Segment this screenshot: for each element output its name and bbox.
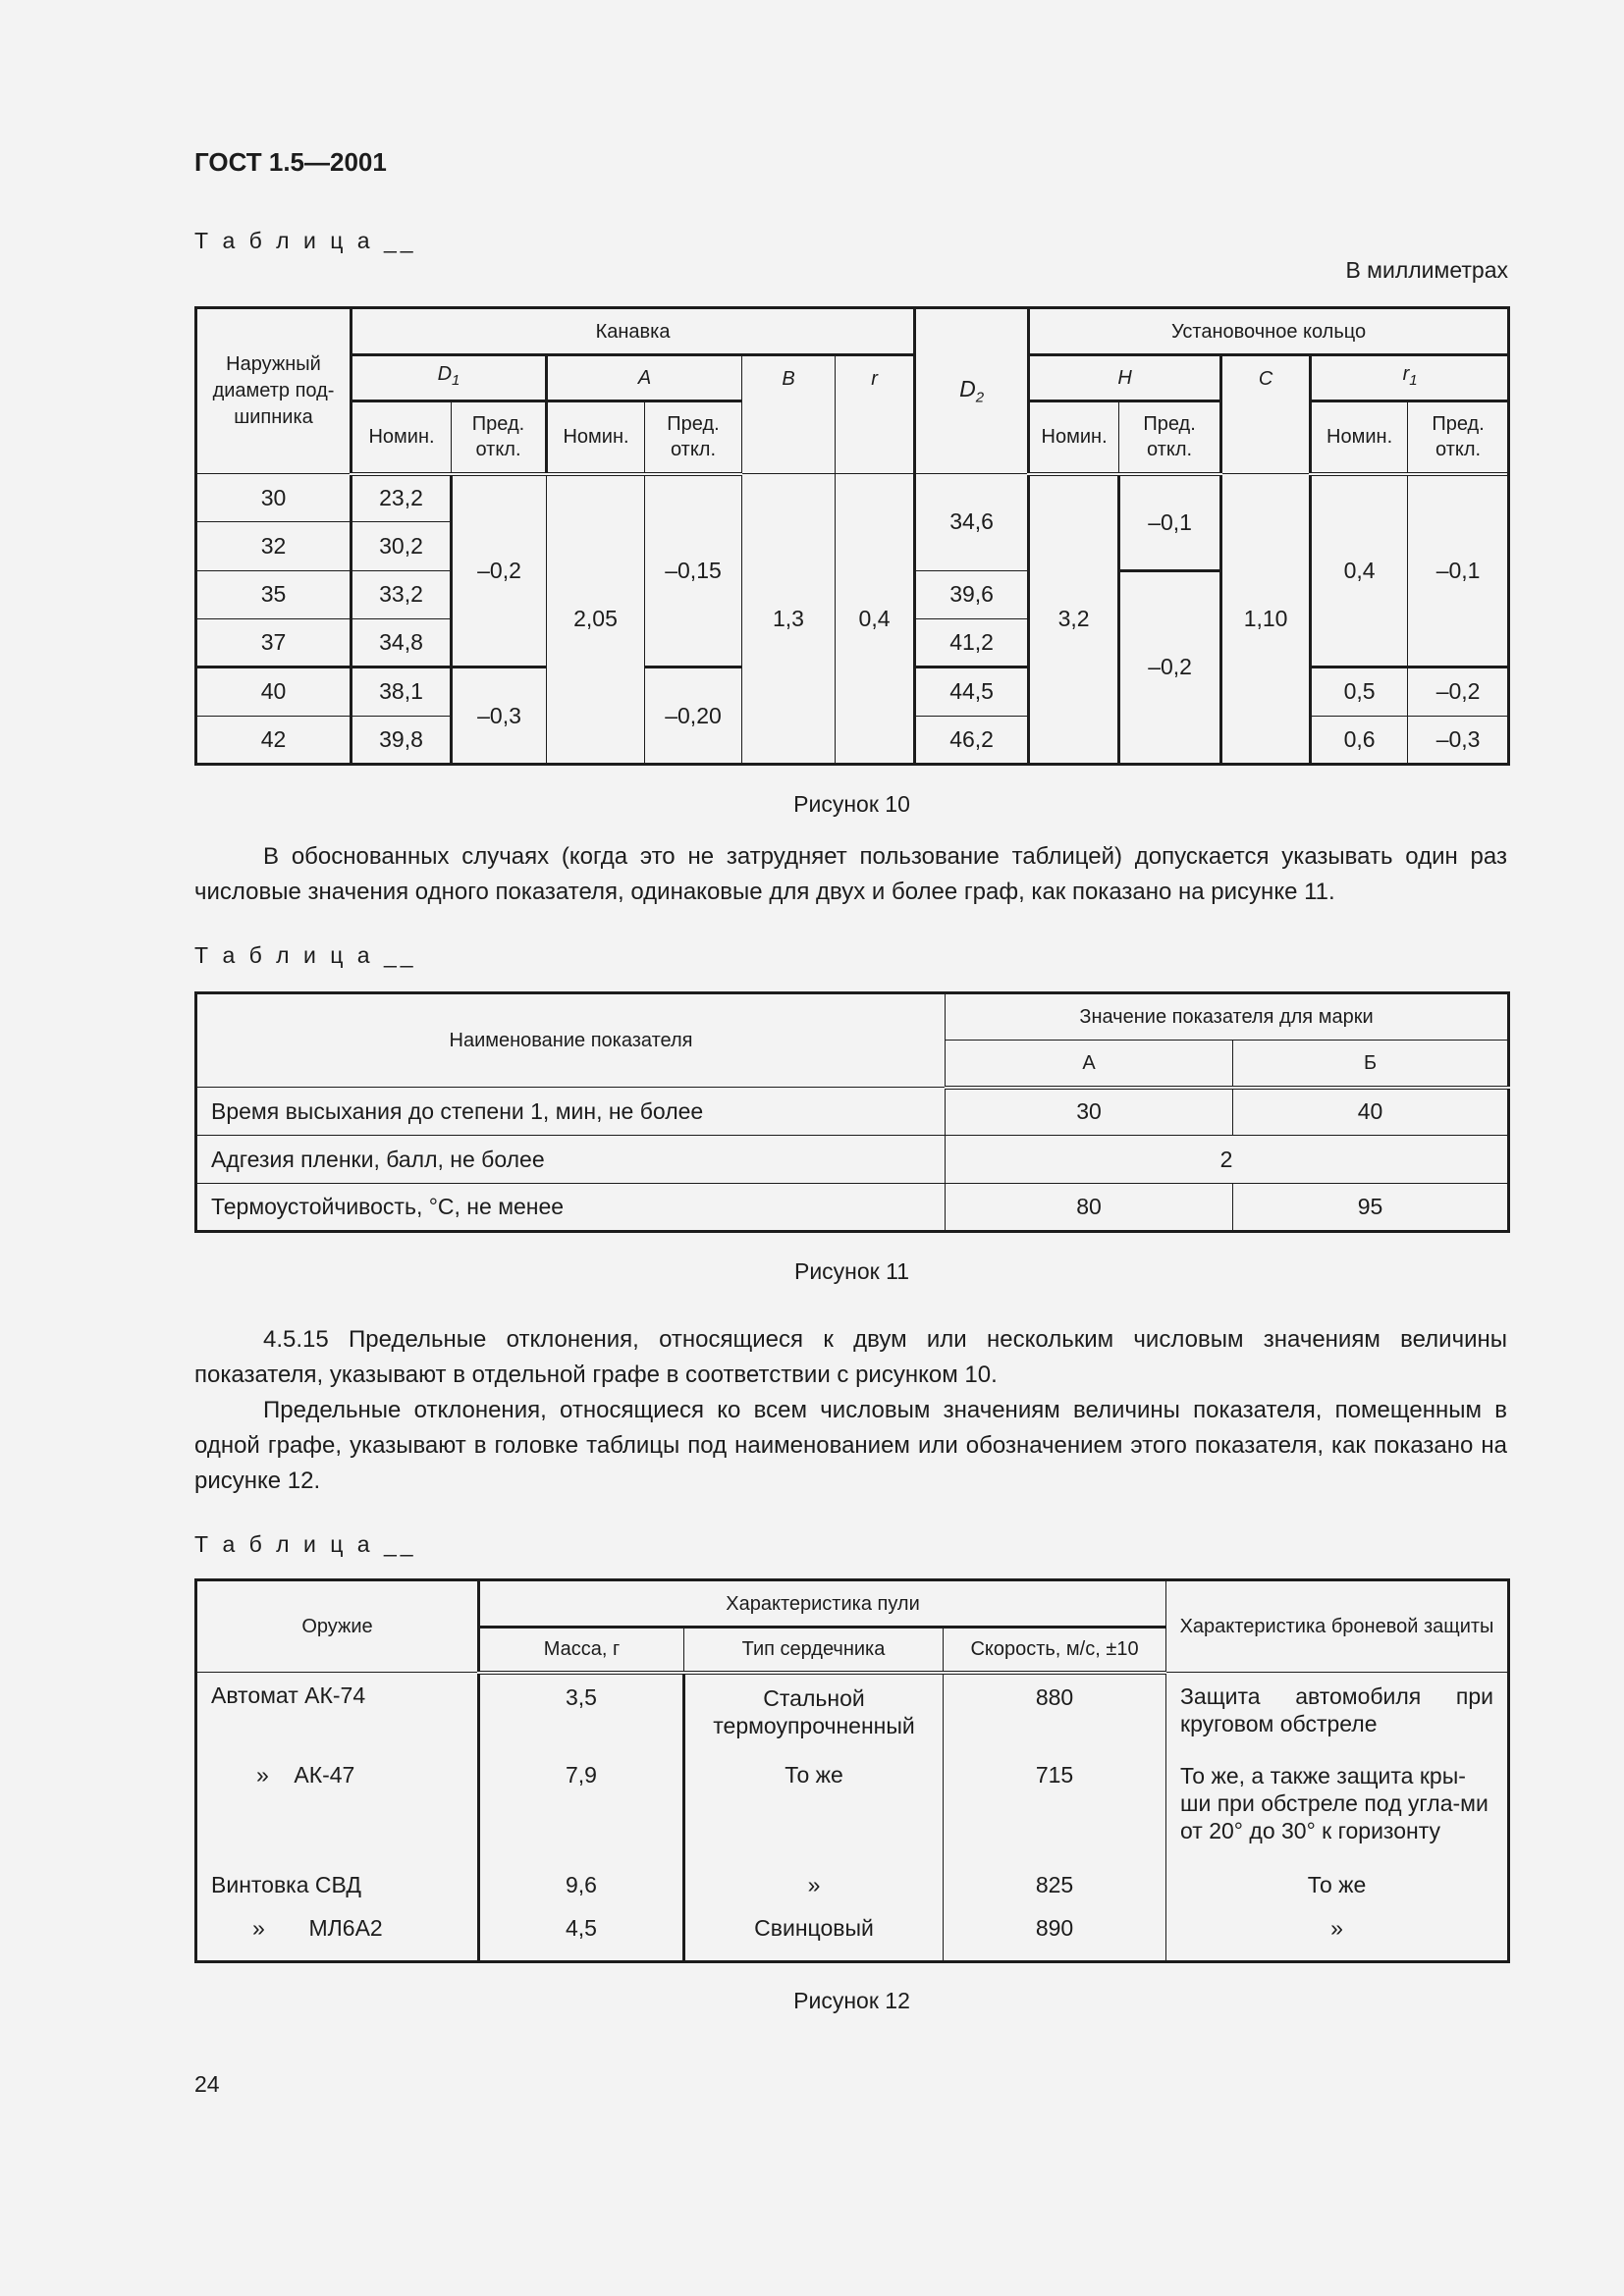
cell: –0,3 [452, 667, 547, 765]
cell: » [1166, 1905, 1509, 1962]
cell: 0,6 [1311, 716, 1408, 764]
nom-header: Номин. [352, 400, 452, 473]
cell: –0,15 [645, 474, 742, 667]
cell: 40 [196, 667, 352, 716]
cell: –0,1 [1119, 474, 1221, 571]
cell: То же, а также защита кры-ши при обстреле под угла-ми от 20° до 30° к горизонту [1166, 1752, 1509, 1862]
table-row [196, 1184, 1509, 1232]
cell: 95 [1233, 1184, 1509, 1232]
cell: » МЛ6А2 [196, 1905, 479, 1962]
figure12-table [194, 1578, 1510, 1963]
cell: 34,8 [352, 619, 452, 667]
cell: 80 [946, 1184, 1233, 1232]
cell: 42 [196, 716, 352, 764]
figure10-caption: Рисунок 10 [793, 791, 910, 817]
table-label: Т а б л и ц а __ [194, 942, 417, 968]
mark-a-header: А [946, 1041, 1233, 1088]
cell: 38,1 [352, 667, 452, 716]
figure12-caption: Рисунок 12 [793, 1988, 910, 2013]
cell: –0,2 [452, 474, 547, 667]
cell: 715 [944, 1752, 1166, 1862]
cell: 30 [196, 474, 352, 522]
weapon-header: Оружие [196, 1580, 479, 1673]
cell: 880 [944, 1673, 1166, 1752]
dev-header: Пред. откл. [1119, 400, 1221, 473]
table-row [196, 1088, 1509, 1136]
c-header: C [1221, 355, 1311, 474]
cell: 2 [946, 1136, 1509, 1184]
armor-header: Характеристика броневой защиты [1166, 1580, 1509, 1673]
cell: 3,5 [479, 1673, 684, 1752]
cell: 890 [944, 1905, 1166, 1962]
cell: Защита автомобиля при круговом обстреле [1166, 1673, 1509, 1752]
cell: 1,3 [742, 474, 836, 765]
cell: » АК-47 [196, 1752, 479, 1862]
cell: Свинцовый [684, 1905, 944, 1962]
ring-header: Установочное кольцо [1029, 308, 1509, 355]
cell: 39,8 [352, 716, 452, 764]
paragraph: 4.5.15 Предельные отклонения, относящиеся к двум или нескольким числовым значениям величины показателя, указывают в отдельной графе в соответствии с рисунком 10. [194, 1326, 1507, 1388]
dev-header: Пред. откл. [645, 400, 742, 473]
page-number: 24 [194, 2071, 220, 2097]
cell: 39,6 [915, 570, 1029, 618]
figure11-table [194, 991, 1510, 1233]
cell: 7,9 [479, 1752, 684, 1862]
cell: 41,2 [915, 619, 1029, 667]
table-row [196, 1136, 1509, 1184]
cell: –0,2 [1408, 667, 1509, 716]
groove-header: Канавка [352, 308, 915, 355]
cell: Термоустойчивость, °С, не менее [196, 1184, 946, 1232]
cell: 35 [196, 570, 352, 618]
cell: –0,20 [645, 667, 742, 765]
speed-header: Скорость, м/с, ±10 [944, 1628, 1166, 1673]
mark-b-header: Б [1233, 1041, 1509, 1088]
core-header: Тип сердечника [684, 1628, 944, 1673]
nom-header: Номин. [1029, 400, 1119, 473]
outer-diameter-header: Наружный диаметр под-шипника [196, 308, 352, 474]
paragraph: Предельные отклонения, относящиеся ко всем числовым значениям величины показателя, помещенным в одной графе, указывают в головке таблицы под наименованием или обозначением этого показателя, как показано на рисунке 12. [194, 1397, 1507, 1494]
cell: 46,2 [915, 716, 1029, 764]
cell: Автомат АК-74 [196, 1673, 479, 1752]
cell: 2,05 [547, 474, 645, 765]
cell: 37 [196, 619, 352, 667]
cell: –0,1 [1408, 474, 1509, 667]
paragraph: В обоснованных случаях (когда это не затрудняет пользование таблицей) допускается указывать один раз числовые значения одного показателя, одинаковые для двух и более граф, как показано на рисунке 11. [194, 843, 1507, 905]
cell: 3,2 [1029, 474, 1119, 765]
table-row [196, 1862, 1509, 1905]
cell: 40 [1233, 1088, 1509, 1136]
mass-header: Масса, г [479, 1628, 684, 1673]
r1-header: $r_1$ [1311, 355, 1509, 400]
cell: 34,6 [915, 474, 1029, 571]
cell: 30 [946, 1088, 1233, 1136]
cell: –0,2 [1119, 570, 1221, 764]
cell: То же [1166, 1862, 1509, 1905]
cell: Время высыхания до степени 1, мин, не более [196, 1088, 946, 1136]
r-header: r [836, 355, 915, 474]
cell: 9,6 [479, 1862, 684, 1905]
name-header: Наименование показателя [196, 993, 946, 1088]
cell: То же [684, 1752, 944, 1862]
table-row [196, 474, 1509, 522]
b-header: B [742, 355, 836, 474]
d2-header: $D_2$ [915, 308, 1029, 474]
cell: 30,2 [352, 522, 452, 570]
table-label: Т а б л и ц а __ [194, 1531, 417, 1557]
nom-header: Номин. [1311, 400, 1408, 473]
figure10-table [194, 306, 1510, 766]
cell: 0,4 [1311, 474, 1408, 667]
d1-header: $D_1$ [352, 355, 547, 400]
dev-header: Пред. откл. [1408, 400, 1509, 473]
h-header: H [1029, 355, 1221, 400]
cell: 1,10 [1221, 474, 1311, 765]
cell: 33,2 [352, 570, 452, 618]
dev-header: Пред. откл. [452, 400, 547, 473]
cell: 44,5 [915, 667, 1029, 716]
value-header: Значение показателя для марки [946, 993, 1509, 1041]
document-header: ГОСТ 1.5—2001 [194, 147, 387, 177]
cell: 4,5 [479, 1905, 684, 1962]
cell: 0,4 [836, 474, 915, 765]
table-row [196, 1905, 1509, 1962]
table-label: Т а б л и ц а __ [194, 228, 417, 253]
cell: Адгезия пленки, балл, не более [196, 1136, 946, 1184]
cell: 23,2 [352, 474, 452, 522]
table-row [196, 1752, 1509, 1862]
a-header: A [547, 355, 742, 400]
cell: Стальной термоупрочненный [684, 1673, 944, 1752]
table-row [196, 1673, 1509, 1752]
bullet-header: Характеристика пули [479, 1580, 1166, 1628]
cell: –0,3 [1408, 716, 1509, 764]
cell: 32 [196, 522, 352, 570]
units-label: В миллиметрах [1345, 257, 1508, 283]
cell: 825 [944, 1862, 1166, 1905]
cell: » [684, 1862, 944, 1905]
figure11-caption: Рисунок 11 [793, 1258, 909, 1284]
cell: Винтовка СВД [196, 1862, 479, 1905]
cell: 0,5 [1311, 667, 1408, 716]
nom-header: Номин. [547, 400, 645, 473]
